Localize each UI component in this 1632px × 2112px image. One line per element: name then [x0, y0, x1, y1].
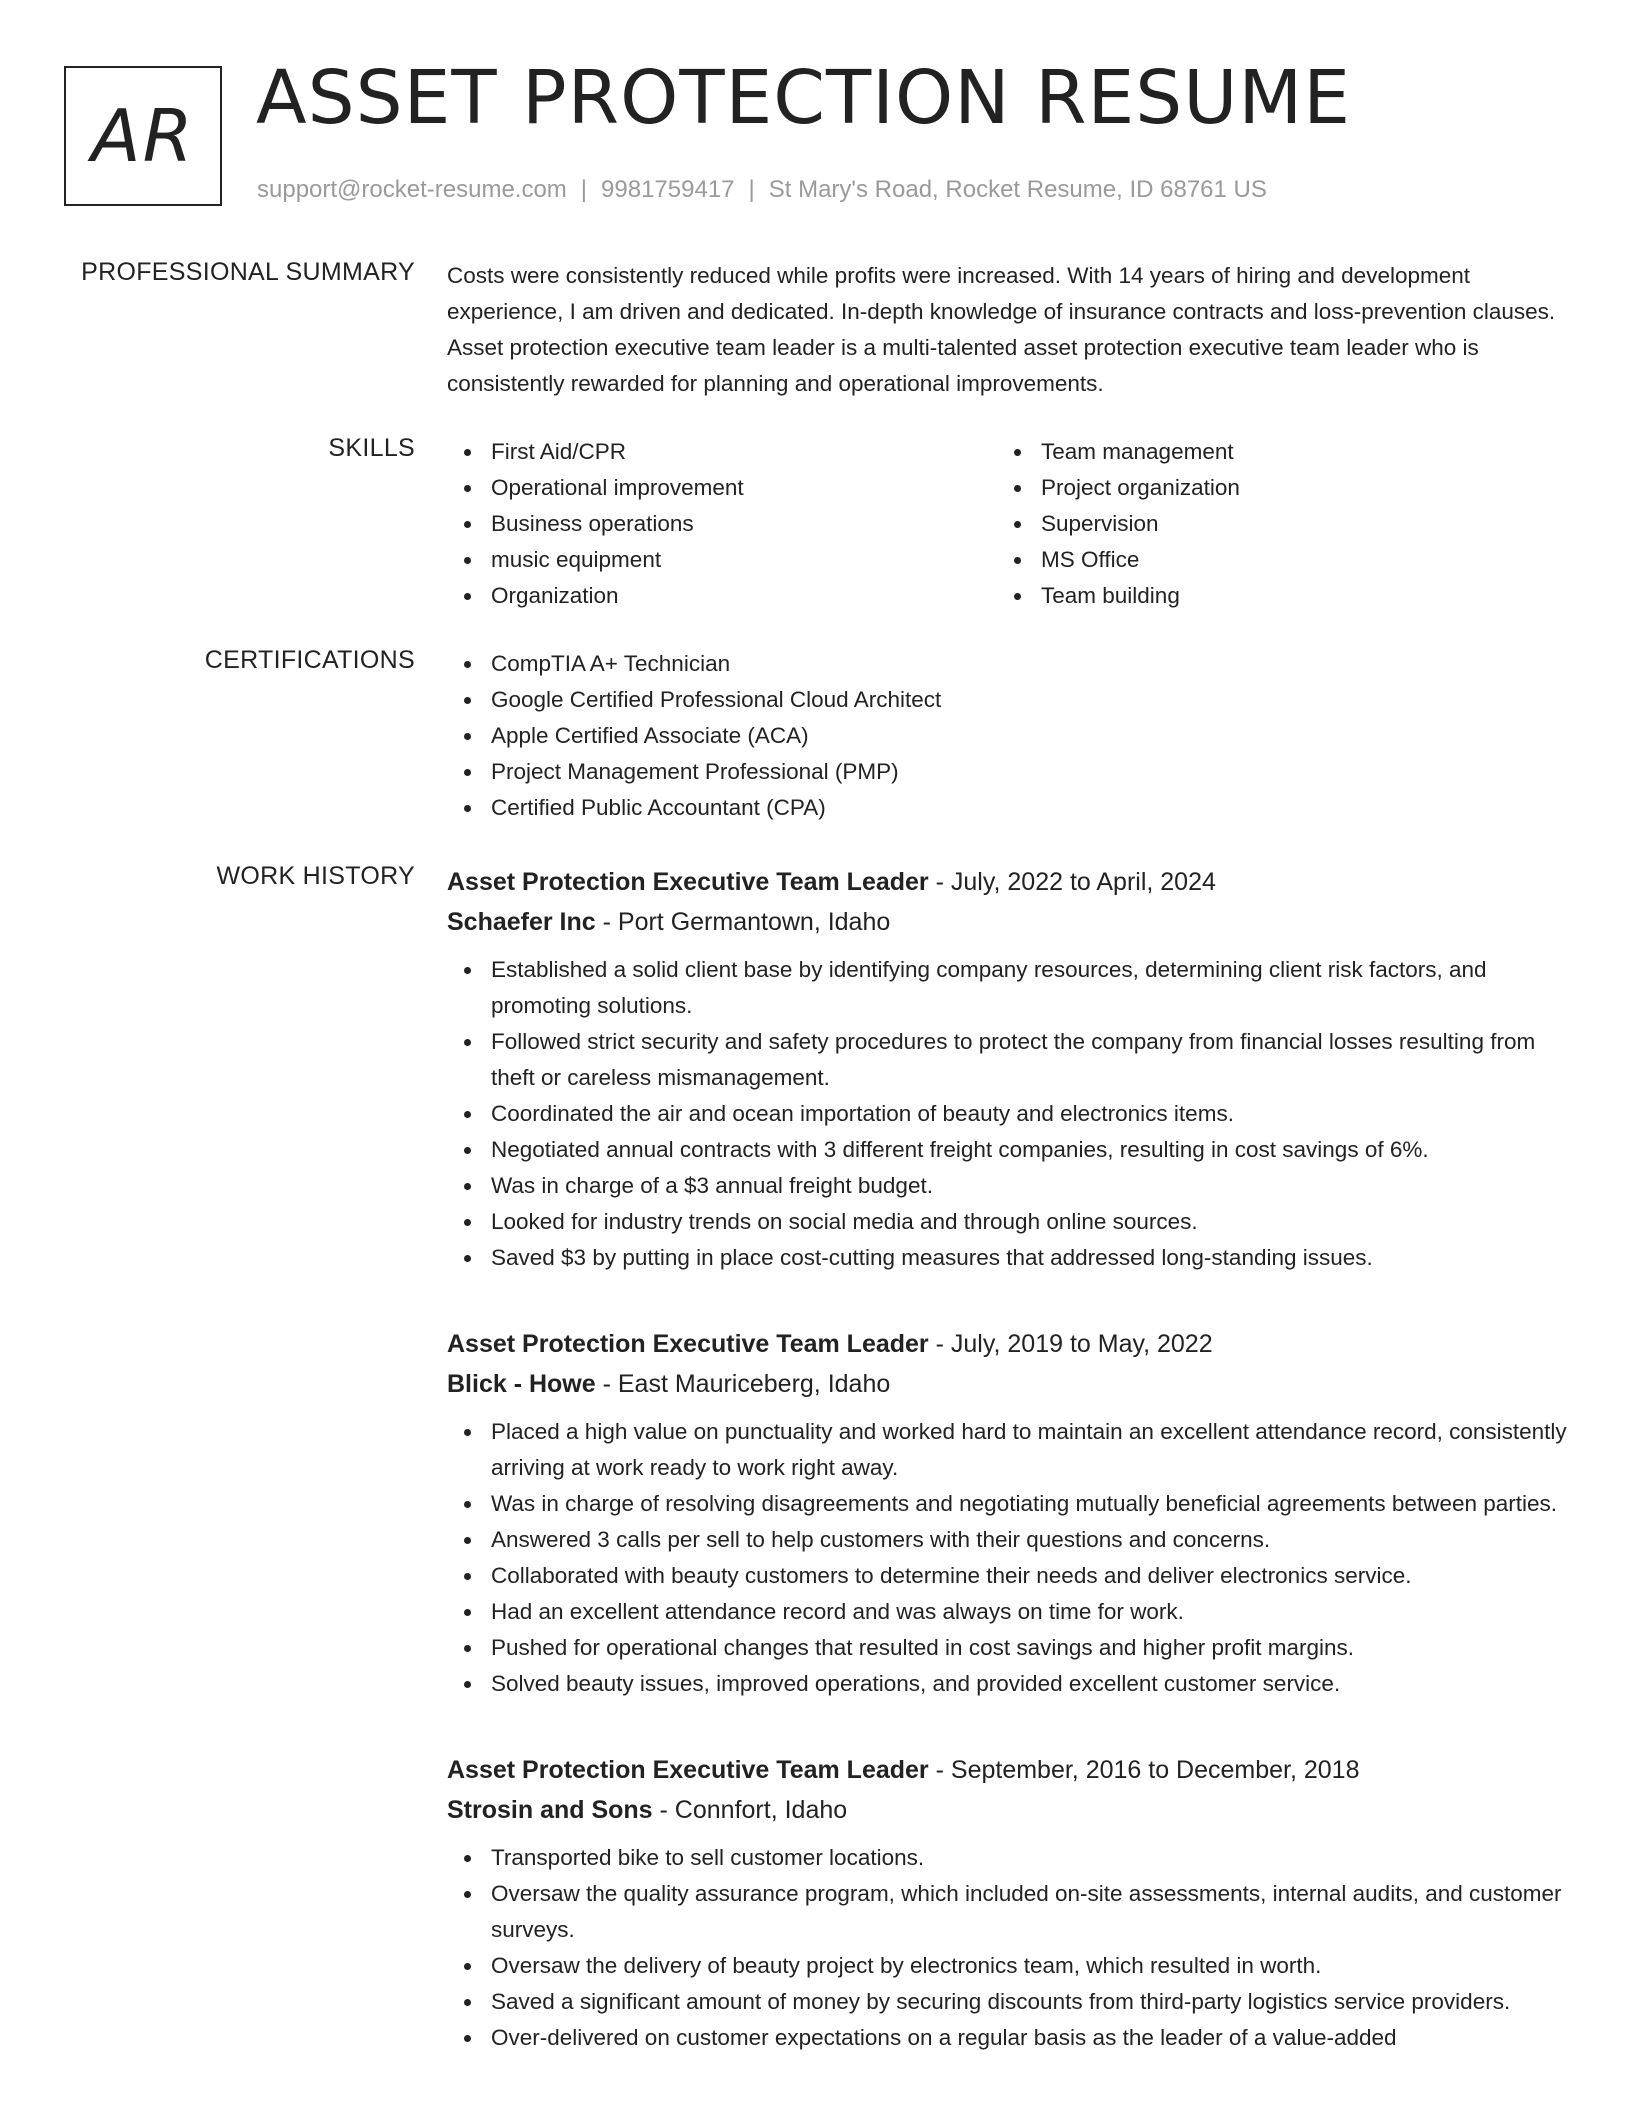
section-label-certifications: CERTIFICATIONS [204, 646, 415, 674]
job-bullet: Oversaw the quality assurance program, which included on-site assessments, internal audits, and customer surveys. [447, 1876, 1567, 1948]
job-bullet: Over-delivered on customer expectations on a regular basis as the leader of a value-added [447, 2020, 1567, 2056]
job-dates: - July, 2019 to May, 2022 [928, 1330, 1213, 1358]
job-bullet: Had an excellent attendance record and was always on time for work. [447, 1594, 1567, 1630]
job-bullet: Coordinated the air and ocean importation of beauty and electronics items. [447, 1096, 1567, 1132]
job-bullet: Was in charge of a $3 annual freight budget. [447, 1168, 1567, 1204]
job-title: Asset Protection Executive Team Leader [447, 1756, 929, 1784]
job-title-line [447, 862, 1567, 902]
job-company-line [447, 1790, 1567, 1830]
job-bullet: Collaborated with beauty customers to determine their needs and deliver electronics service. [447, 1558, 1567, 1594]
skill-item: Business operations [447, 506, 997, 542]
job-bullet: Saved a significant amount of money by securing discounts from third-party logistics service providers. [447, 1984, 1567, 2020]
contact-line [257, 176, 1267, 204]
skill-item: music equipment [447, 542, 997, 578]
resume-title: ASSET PROTECTION RESUME [256, 55, 1352, 141]
job-entry [447, 1324, 1567, 1702]
job-bullet: Transported bike to sell customer locations. [447, 1840, 1567, 1876]
job-location: - Connfort, Idaho [652, 1796, 848, 1824]
job-title: Asset Protection Executive Team Leader [447, 1330, 929, 1358]
skill-item: Supervision [997, 506, 1547, 542]
summary-text: Costs were consistently reduced while profits were increased. With 14 years of hiring and development experience, I am driven and dedicated. In-depth knowledge of insurance contracts and loss-prevention clauses. Asset protection executive team leader is a multi-talented asset protection executive team leader who is consistently rewarded for planning and operational improvements. [447, 263, 1556, 396]
job-bullet: Pushed for operational changes that resulted in cost savings and higher profit margins. [447, 1630, 1567, 1666]
skill-item: Project organization [997, 470, 1547, 506]
job-location: - East Mauriceberg, Idaho [595, 1370, 891, 1398]
skills-body [447, 434, 1567, 614]
job-title-line [447, 1324, 1567, 1364]
job-entry [447, 1750, 1567, 2056]
contact-separator: | [580, 176, 588, 203]
section-label-summary: PROFESSIONAL SUMMARY [81, 258, 415, 286]
contact-separator: | [748, 176, 755, 203]
skill-item: Team building [997, 578, 1547, 614]
skill-item: Organization [447, 578, 997, 614]
skill-item: Operational improvement [447, 470, 997, 506]
job-bullet: Answered 3 calls per sell to help customers with their questions and concerns. [447, 1522, 1567, 1558]
job-title: Asset Protection Executive Team Leader [447, 868, 929, 896]
contact-email: support@rocket-resume.com [257, 176, 567, 203]
certification-item: Apple Certified Associate (ACA) [447, 718, 1567, 754]
job-entry [447, 862, 1567, 1276]
skill-item: Team management [997, 434, 1547, 470]
job-bullet-list [447, 952, 1567, 1276]
work-history-body [447, 862, 1567, 2104]
contact-address: St Mary's Road, Rocket Resume, ID 68761 US [768, 176, 1267, 203]
skills-column-1 [447, 434, 997, 614]
section-label-work: WORK HISTORY [216, 862, 415, 890]
skills-columns [447, 434, 1567, 614]
certification-item: Certified Public Accountant (CPA) [447, 790, 1567, 826]
job-company: Blick - Howe [447, 1370, 596, 1398]
monogram-box [64, 66, 222, 206]
job-company: Schaefer Inc [447, 908, 596, 936]
job-bullet: Was in charge of resolving disagreements and negotiating mutually beneficial agreements between parties. [447, 1486, 1567, 1522]
job-bullet-list [447, 1840, 1567, 2056]
job-company-line [447, 902, 1567, 942]
job-bullet: Looked for industry trends on social media and through online sources. [447, 1204, 1567, 1240]
job-bullet: Solved beauty issues, improved operations, and provided excellent customer service. [447, 1666, 1567, 1702]
job-bullet: Oversaw the delivery of beauty project by electronics team, which resulted in worth. [447, 1948, 1567, 1984]
skill-item: First Aid/CPR [447, 434, 997, 470]
summary-body [447, 258, 1567, 402]
certifications-body [447, 646, 1567, 826]
job-title-line [447, 1750, 1567, 1790]
certification-item: Google Certified Professional Cloud Architect [447, 682, 1567, 718]
job-bullet: Negotiated annual contracts with 3 different freight companies, resulting in cost savings of 6%. [447, 1132, 1567, 1168]
contact-phone: 9981759417 [601, 176, 735, 203]
job-bullet: Established a solid client base by identifying company resources, determining client risk factors, and promoting solutions. [447, 952, 1567, 1024]
skill-item: MS Office [997, 542, 1547, 578]
certification-item: CompTIA A+ Technician [447, 646, 1567, 682]
job-company: Strosin and Sons [447, 1796, 653, 1824]
job-bullet-list [447, 1414, 1567, 1702]
job-bullet: Saved $3 by putting in place cost-cutting measures that addressed long-standing issues. [447, 1240, 1567, 1276]
job-dates: - July, 2022 to April, 2024 [928, 868, 1216, 896]
certifications-list [447, 646, 1567, 826]
job-bullet: Placed a high value on punctuality and worked hard to maintain an excellent attendance record, consistently arriving at work ready to work right away. [447, 1414, 1567, 1486]
job-dates: - September, 2016 to December, 2018 [928, 1756, 1360, 1784]
skills-column-2 [997, 434, 1547, 614]
job-company-line [447, 1364, 1567, 1404]
job-bullet: Followed strict security and safety procedures to protect the company from financial losses resulting from theft or careless mismanagement. [447, 1024, 1567, 1096]
job-location: - Port Germantown, Idaho [595, 908, 891, 936]
certification-item: Project Management Professional (PMP) [447, 754, 1567, 790]
monogram-initials: AR [91, 94, 195, 178]
section-label-skills: SKILLS [328, 434, 415, 462]
